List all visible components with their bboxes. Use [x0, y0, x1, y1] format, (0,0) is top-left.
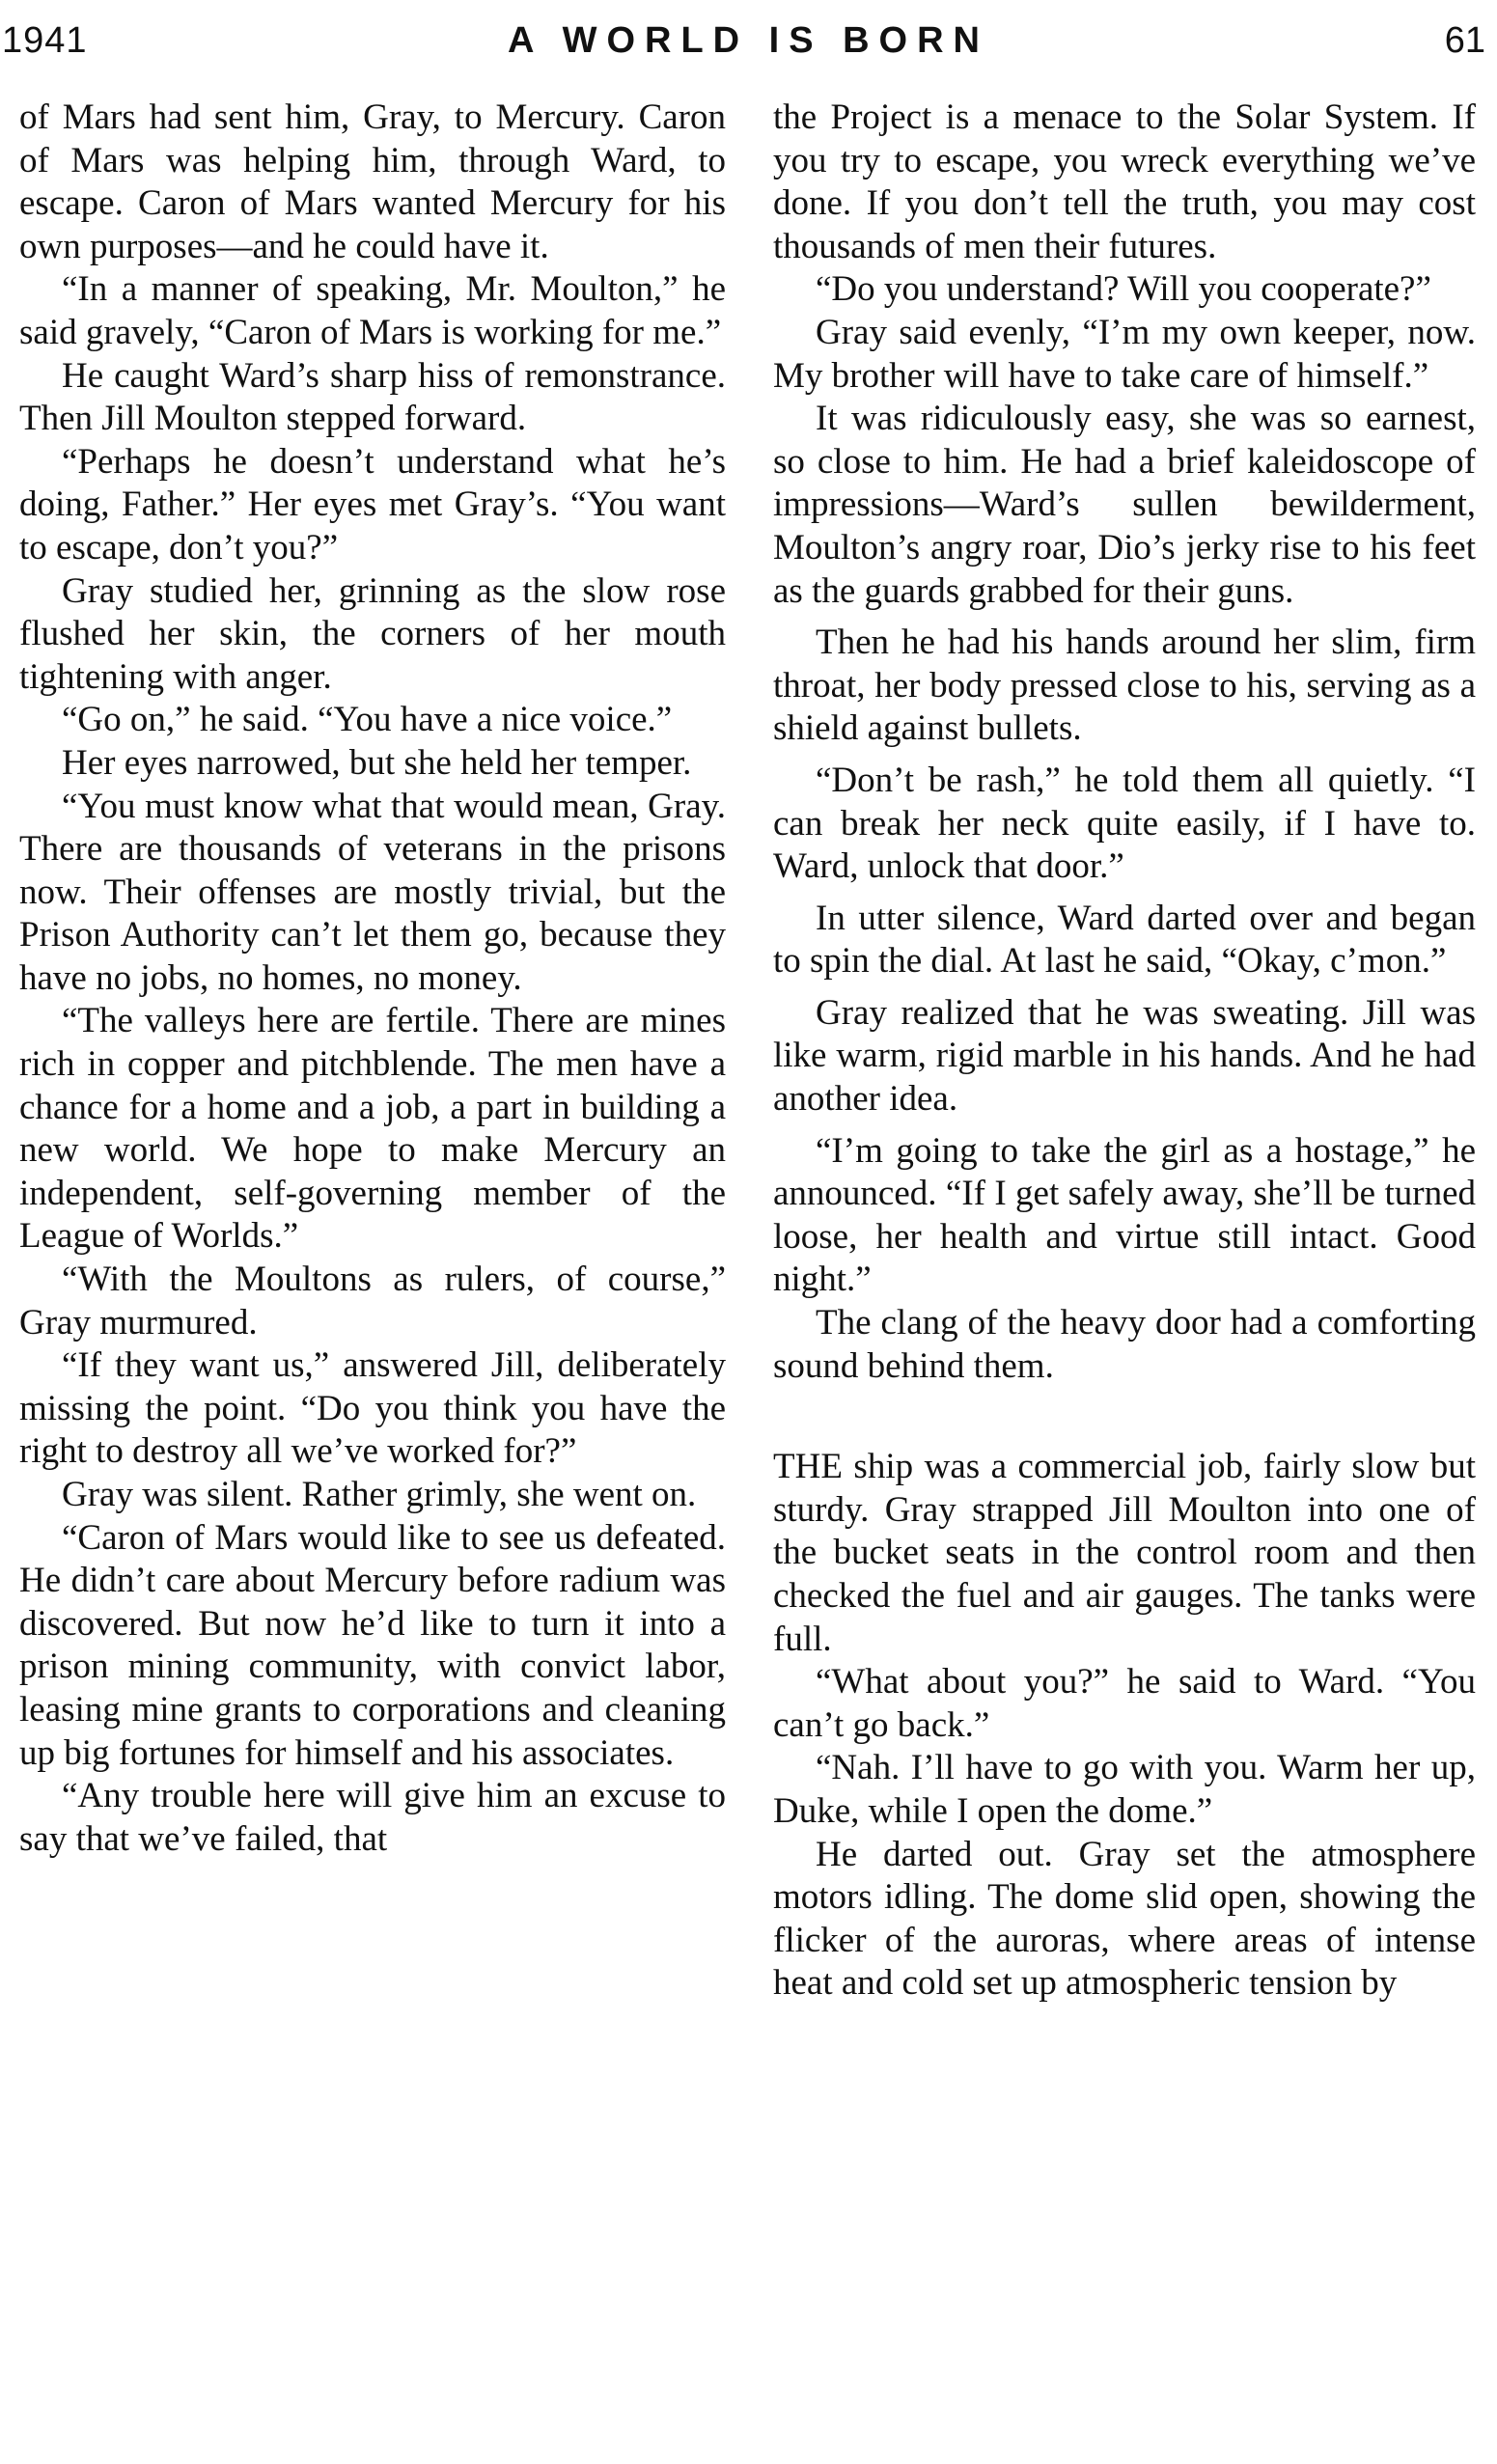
paragraph: “Caron of Mars would like to see us defeated. He didn’t care about Mercury before radium was discovered. But now he’d like to turn it into a prison mining community, with convict labor, leasing mine grants to corporations and cleaning up big fortunes for himself and his associates. — [19, 1517, 726, 1773]
paragraph: “Perhaps he doesn’t understand what he’s doing, Father.” Her eyes met Gray’s. “You want to escape, don’t you?” — [19, 441, 726, 568]
right-column — [773, 97, 1476, 2006]
paragraph: “If they want us,” answered Jill, deliberately missing the point. “Do you think you have the right to destroy all we’ve worked for?” — [19, 1345, 726, 1472]
header-year: 1941 — [2, 20, 88, 61]
paragraph: He caught Ward’s sharp hiss of remonstrance. Then Jill Moulton stepped forward. — [19, 355, 726, 439]
paragraph: He darted out. Gray set the atmosphere motors idling. The dome slid open, showing the flicker of the auroras, where areas of intense heat and cold set up atmospheric tension by — [773, 1834, 1476, 2004]
paragraph: It was ridiculously easy, she was so earnest, so close to him. He had a brief kaleidoscope of impressions—Ward’s sullen bewilderment, Moulton’s angry roar, Dio’s jerky rise to his feet as the guards grabbed for their guns. — [773, 399, 1476, 611]
paragraph: “With the Moultons as rulers, of course,” Gray murmured. — [19, 1260, 726, 1343]
paragraph: “In a manner of speaking, Mr. Moulton,” he said gravely, “Caron of Mars is working for me.” — [19, 269, 726, 352]
paragraph: “What about you?” he said to Ward. “You can’t go back.” — [773, 1662, 1476, 1745]
paragraph: of Mars had sent him, Gray, to Mercury. Caron of Mars was helping him, through Ward, to escape. Caron of Mars wanted Mercury for his own purposes—and he could have it. — [19, 97, 726, 266]
paragraph: “You must know what that would mean, Gray. There are thousands of veterans in the prisons now. Their offenses are mostly trivial, but the Prison Authority can’t let them go, because they have no jobs, no homes, no money. — [19, 786, 726, 998]
header-title: A WORLD IS BORN — [507, 20, 989, 61]
paragraph: Gray realized that he was sweating. Jill was like warm, rigid marble in his hands. And he had another idea. — [773, 992, 1476, 1120]
section-opening-paragraph: THE ship was a commercial job, fairly slow but sturdy. Gray strapped Jill Moulton into one of the bucket seats in the control room and then checked the fuel and air gauges. The tanks were full. — [773, 1447, 1476, 1659]
paragraph: “Don’t be rash,” he told them all quietly. “I can break her neck quite easily, if I have to. Ward, unlock that door.” — [773, 760, 1476, 887]
paragraph: “I’m going to take the girl as a hostage,” he announced. “If I get safely away, she’ll be turned loose, her health and virtue still intact. Good night.” — [773, 1130, 1476, 1300]
paragraph: Then he had his hands around her slim, firm throat, her body pressed close to his, serving as a shield against bullets. — [773, 623, 1476, 749]
paragraph: Her eyes narrowed, but she held her temper. — [62, 742, 692, 783]
running-header — [0, 14, 1497, 68]
paragraph: “The valleys here are fertile. There are mines rich in copper and pitchblende. The men have a chance for a home and a job, a part in building a new world. We hope to make Mercury an independent, self-governing member of the League of Worlds.” — [19, 1001, 726, 1257]
left-column — [19, 97, 726, 1861]
paragraph: “Any trouble here will give him an excuse to say that we’ve failed, that — [19, 1776, 726, 1859]
paragraph: Gray studied her, grinning as the slow rose flushed her skin, the corners of her mouth tightening with anger. — [19, 570, 726, 697]
paragraph: “Do you understand? Will you cooperate?” — [816, 269, 1431, 310]
paragraph: In utter silence, Ward darted over and began to spin the dial. At last he said, “Okay, c’mon.” — [773, 898, 1476, 982]
paragraph: the Project is a menace to the Solar System. If you try to escape, you wreck everything we’ve done. If you don’t tell the truth, you may cost thousands of men their futures. — [773, 97, 1476, 266]
paragraph: “Go on,” he said. “You have a nice voice.” — [62, 700, 673, 740]
paragraph: “Nah. I’ll have to go with you. Warm her up, Duke, while I open the dome.” — [773, 1748, 1476, 1831]
paragraph: Gray said evenly, “I’m my own keeper, now. My brother will have to take care of himself.” — [773, 312, 1476, 396]
paragraph: The clang of the heavy door had a comforting sound behind them. — [773, 1303, 1476, 1386]
page-number: 61 — [1444, 20, 1485, 61]
paragraph: Gray was silent. Rather grimly, she went on. — [62, 1475, 697, 1514]
